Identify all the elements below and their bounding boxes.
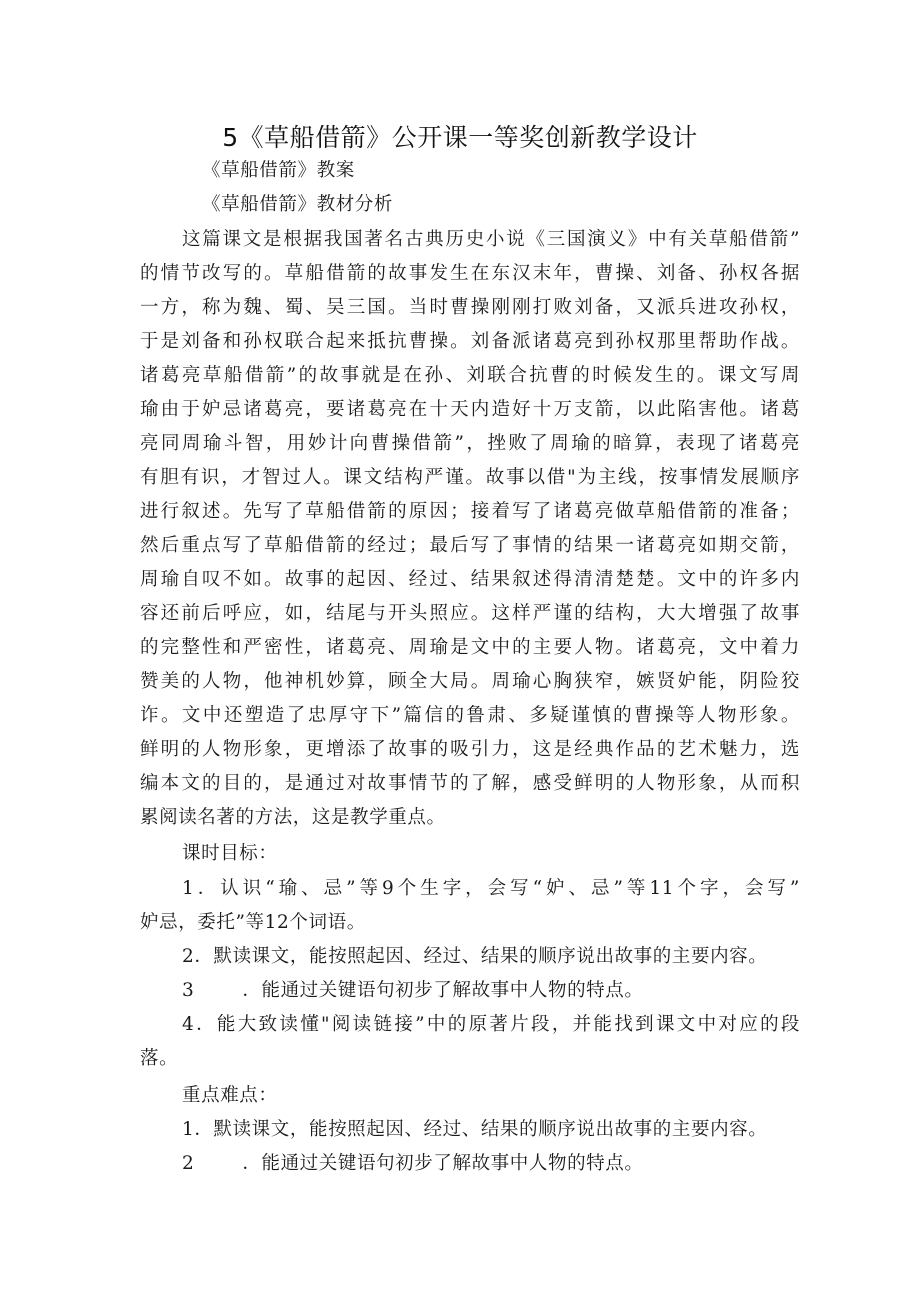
keypoints-heading: 重点难点：: [182, 1085, 278, 1106]
paragraph-line: 的完整性和严密性，诸葛亮、周瑜是文中的主要人物。诸葛亮，文中着力: [140, 637, 800, 658]
paragraph-line: 鲜明的人物形象，更增添了故事的吸引力，这是经典作品的艺术魅力，选: [140, 739, 800, 760]
paragraph-line: 然后重点写了草船借箭的经过；最后写了事情的结果一诸葛亮如期交箭，: [140, 535, 800, 556]
paragraph-line: 一方，称为魏、蜀、吴三国。当时曹操刚刚打败刘备，又派兵进攻孙权，: [140, 297, 800, 318]
paragraph-line: 编本文的目的，是通过对故事情节的了解，感受鲜明的人物形象，从而积: [140, 773, 800, 794]
document-title: 5《草船借箭》公开课一等奖创新教学设计: [222, 123, 698, 152]
goal-item-4: 4．能大致读懂"阅读链接”中的原著片段，并能找到课文中对应的段: [182, 1014, 800, 1035]
keypoint-item-2: [182, 1151, 800, 1177]
paragraph-line: 诈。文中还塑造了忠厚守下”篇信的鲁肃、多疑谨慎的曹操等人物形象。: [140, 705, 800, 726]
goal-item-1-continued: 妒忌，委托”等12个词语。: [140, 912, 366, 933]
paragraph-line: 有胆有识，才智过人。课文结构严谨。故事以借"为主线，按事情发展顺序: [140, 467, 800, 488]
paragraph-line: 赞美的人物，他神机妙算，顾全大局。周瑜心胸狭窄，嫉贤妒能，阴险狡: [140, 671, 800, 692]
paragraph-line: 周瑜自叹不如。故事的起因、经过、结果叙述得清清楚楚。文中的许多内: [140, 569, 800, 590]
goal-item-2: 2．默读课文，能按照起因、经过、结果的顺序说出故事的主要内容。: [182, 946, 768, 967]
analysis-heading: 《草船借箭》教材分析: [202, 194, 394, 215]
paragraph-line: 累阅读名著的方法，这是教学重点。: [140, 807, 446, 828]
paragraph-line: 亮同周瑜斗智，用妙计向曹操借箭”，挫败了周瑜的暗算，表现了诸葛亮: [140, 433, 800, 454]
keypoint-item-1: 1．默读课文，能按照起因、经过、结果的顺序说出故事的主要内容。: [182, 1119, 768, 1140]
goal-3-number: 3: [182, 980, 195, 1001]
paragraph-line: 诸葛亮草船借箭”的故事就是在孙、刘联合抗曹的时候发生的。课文写周: [140, 365, 800, 386]
paragraph-line: 容还前后呼应，如，结尾与开头照应。这样严谨的结构，大大增强了故事: [140, 603, 800, 624]
paragraph-line: 于是刘备和孙权联合起来抵抗曹操。刘备派诸葛亮到孙权那里帮助作战。: [140, 331, 800, 352]
paragraph-line: 的情节改写的。草船借箭的故事发生在东汉末年，曹操、刘备、孙权各据: [140, 263, 800, 284]
goal-item-1: 1．认识“瑜、忌”等9个生字，会写“妒、忌”等11个字，会写”: [182, 878, 800, 899]
goal-3-text: ．能通过关键语句初步了解故事中人物的特点。: [242, 980, 644, 1001]
paragraph-line: 这篇课文是根据我国著名古典历史小说《三国演义》中有关草船借箭”: [182, 229, 800, 250]
keypoint-2-text: ．能通过关键语句初步了解故事中人物的特点。: [242, 1153, 644, 1174]
paragraph-line: 进行叙述。先写了草船借箭的原因；接着写了诸葛亮做草船借箭的准备；: [140, 501, 800, 522]
keypoint-2-number: 2: [182, 1153, 195, 1174]
paragraph-line: 瑜由于妒忌诸葛亮，要诸葛亮在十天内造好十万支箭，以此陷害他。诸葛: [140, 399, 800, 420]
goal-item-4-continued: 落。: [140, 1048, 179, 1069]
lesson-plan-heading: 《草船借箭》教案: [202, 160, 355, 181]
goals-heading: 课时目标：: [182, 843, 278, 864]
goal-item-3: [182, 978, 800, 1004]
